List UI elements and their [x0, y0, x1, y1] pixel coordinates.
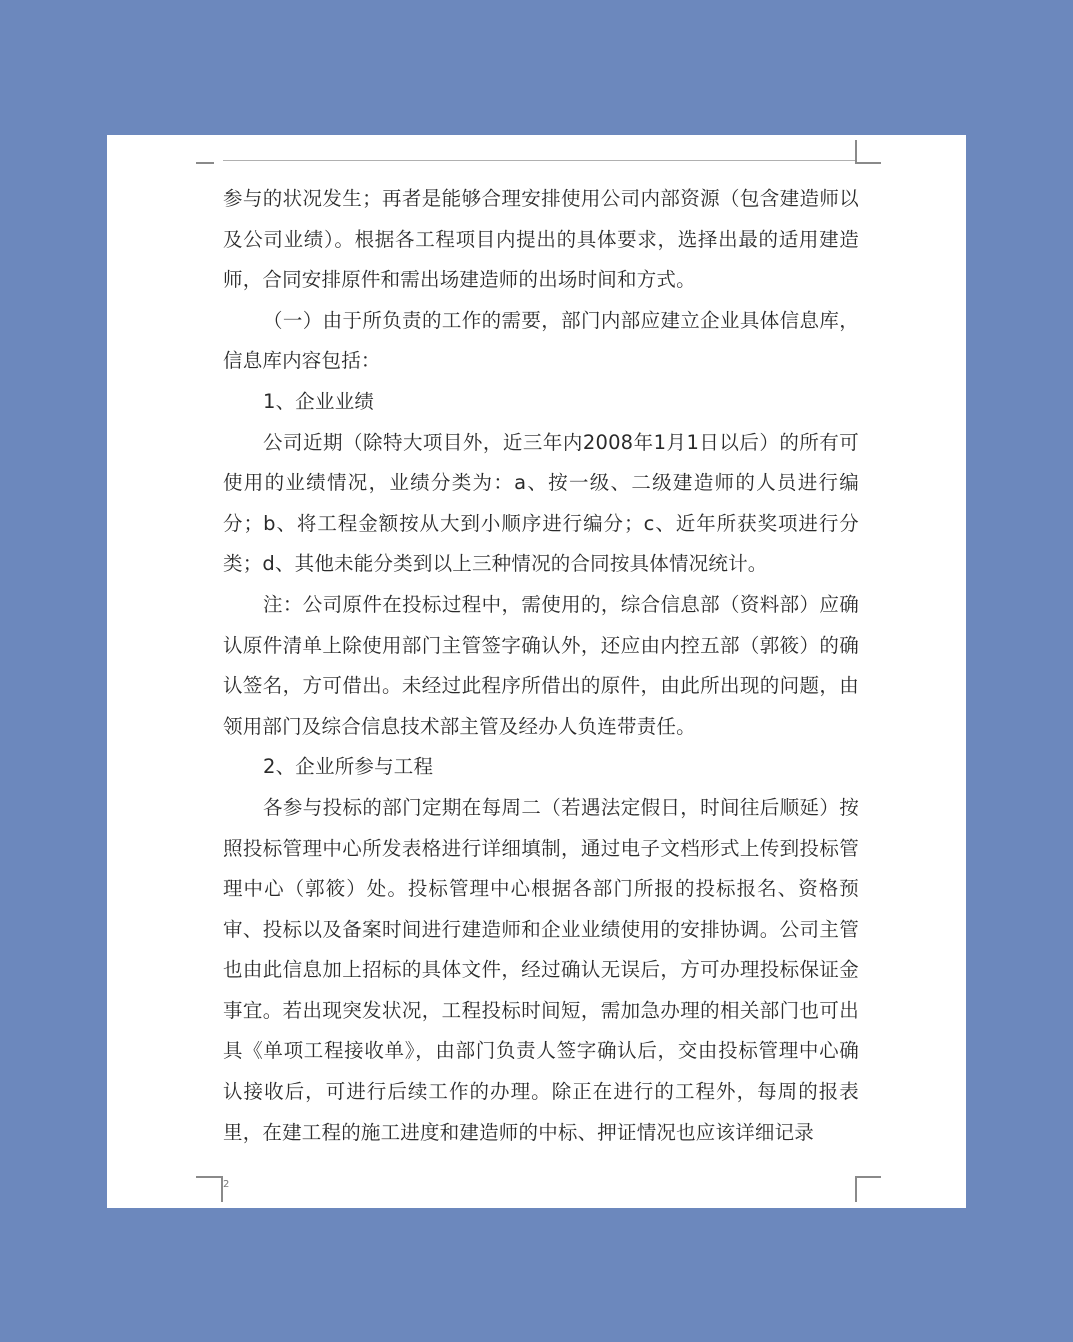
heading-enterprise-projects: 2、企业所参与工程 — [263, 755, 434, 779]
corner-mark-top-left — [196, 162, 214, 164]
document-body — [223, 179, 859, 1153]
paragraph-note: 注：公司原件在投标过程中，需使用的，综合信息部（资料部）应确认原件清单上除使用部门主管签字确认外，还应由内控五部（郭筱）的确认签名，方可借出。未经过此程序所借出的原件，由此所出现的问题，由领用部门及综合信息技术部主管及经办人负连带责任。 — [223, 592, 859, 738]
corner-mark-top-right — [855, 140, 857, 163]
paragraph-4: 各参与投标的部门定期在每周二（若遇法定假日，时间往后顺延）按照投标管理中心所发表格进行详细填制，通过电子文档形式上传到投标管理中心（郭筱）处。投标管理中心根据各部门所报的投标报名、资格预审、投标以及备案时间进行建造师和企业业绩使用的安排协调。公司主管也由此信息加上招标的具体文件，经过确认无误后，方可办理投标保证金事宜。若出现突发状况，工程投标时间短，需加急办理的相关部门也可出具《单项工程接收单》，由部门负责人签字确认后，交由投标管理中心确认接收后，可进行后续工作的办理。除正在进行的工程外，每周的报表里，在建工程的施工进度和建造师的中标、押证情况也应该详细记录 — [223, 795, 859, 1144]
heading-enterprise-performance: 1、企业业绩 — [263, 389, 375, 413]
corner-mark-bottom-left — [196, 1176, 222, 1178]
paragraph-2: （一）由于所负责的工作的需要，部门内部应建立企业具体信息库，信息库内容包括： — [223, 308, 859, 373]
corner-mark-top-right-h — [855, 162, 881, 164]
corner-mark-bottom-right-v — [855, 1176, 857, 1202]
corner-mark-bottom-right — [855, 1176, 881, 1178]
paragraph-1: 参与的状况发生；再者是能够合理安排使用公司内部资源（包含建造师以及公司业绩）。根据各工程项目内提出的具体要求，选择出最的适用建造师，合同安排原件和需出场建造师的出场时间和方式。 — [223, 187, 859, 292]
page-number: 2 — [223, 1179, 230, 1190]
document-page — [107, 135, 966, 1208]
header-rule — [223, 160, 855, 161]
paragraph-3: 公司近期（除特大项目外，近三年内2008年1月1日以后）的所有可使用的业绩情况，业绩分类为：a、按一级、二级建造师的人员进行编分；b、将工程金额按从大到小顺序进行编分；c、近年所获奖项进行分类；d、其他未能分类到以上三种情况的合同按具体情况统计。 — [223, 430, 859, 576]
